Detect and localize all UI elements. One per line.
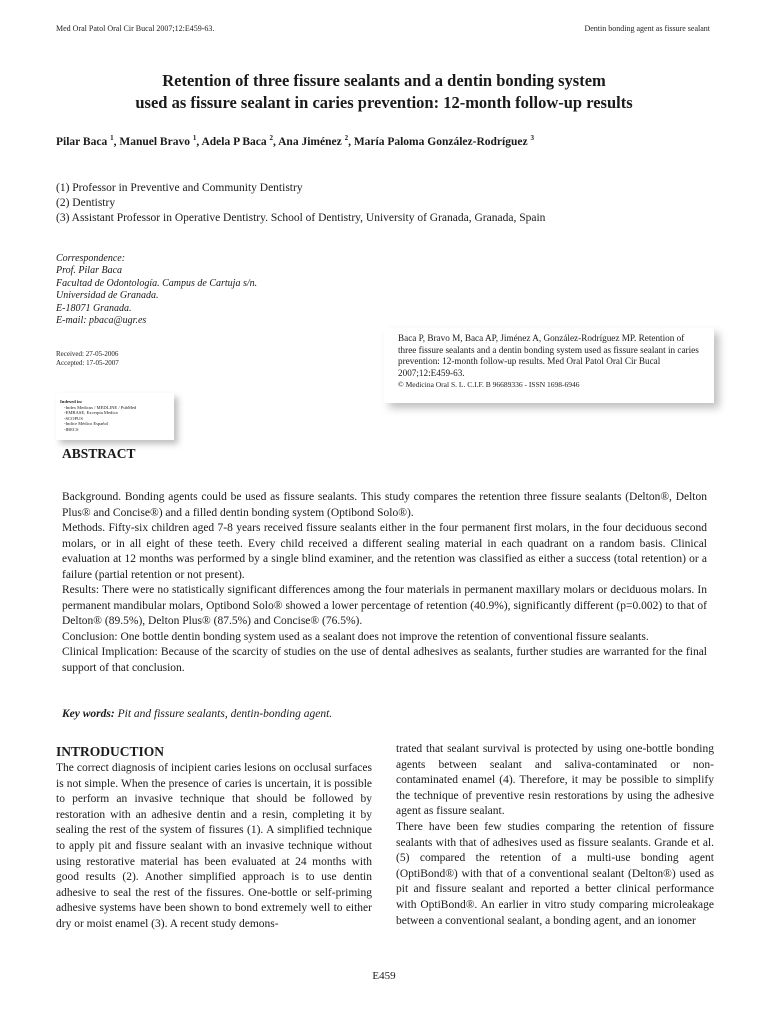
correspondence-label: Correspondence: [56, 253, 126, 264]
author: Pilar Baca $^1$, [56, 134, 120, 148]
keywords-label: Key words: [62, 708, 115, 720]
correspondence-name: Prof. Pilar Baca [56, 265, 123, 277]
abstract-paragraph: Clinical Implication: Because of the scarcity of studies on the use of dental adhesives as sealants, further studies are warranted for the final support of that conclusion. [62, 646, 707, 674]
indexed-heading: Indexed in: [60, 399, 83, 404]
keywords-text: Pit and fissure sealants, dentin-bonding agent. [117, 708, 333, 720]
dates-block [56, 350, 119, 368]
indexed-item: -IBECS [64, 426, 79, 432]
abstract-paragraph: Conclusion: One bottle dentin bonding system used as a sealant does not improve the retention of conventional fissure sealants. [62, 630, 649, 643]
correspondence-line: Universidad de Granada. [56, 290, 159, 302]
page-number: E459 [372, 970, 396, 982]
abstract-paragraph: Results: There were no statistically significant differences among the four materials in permanent maxillary molars or deciduous molars. In permanent mandibular molars, Optibond Solo® showed a lower percentage of retention (40.9%), significantly different (p=0.002) to that of Delton® (89.5%), Delton Plus® (87.5%) and Concise® (76.5%). [62, 584, 707, 627]
correspondence-line: Facultad de Odontología. Campus de Cartuja s/n. [56, 277, 258, 289]
author-list [56, 134, 716, 148]
abstract-paragraph: Methods. Fifty-six children aged 7-8 years received fissure sealants either in the four permanent first molars, in the four deciduous second molars, or in all eight of these teeth. Every child received a different sealing material in each quadrant on a random basis. Clinical evaluation at 12 months was performed by a single blind examiner, and the retention was classified as either a success (total retention) or a failure (partial retention or not present). [62, 522, 707, 581]
author: Manuel Bravo $^1$, [119, 134, 202, 148]
affiliations [56, 181, 545, 226]
affiliation: (3) Assistant Professor in Operative Dentistry. School of Dentistry, University of Granada, Granada, Spain [56, 212, 546, 224]
indexed-item: -Indice Médico Español [64, 421, 109, 427]
citation-box [384, 328, 714, 403]
indexed-in-box [56, 393, 174, 440]
title-line-1: Retention of three fissure sealants and a dentin bonding system [162, 71, 606, 90]
abstract-heading: ABSTRACT [62, 446, 136, 461]
body-paragraph: trated that sealant survival is protected by using one-bottle bonding agents between sealant and saliva-contaminated or non-contaminated enamel (4). Therefore, it may be possible to simplify the technique of preventive resin restorations by using the adhesive agent as fissure sealant. [396, 743, 714, 818]
abstract-paragraph: Background. Bonding agents could be used as fissure sealants. This study compares the retention three fissure sealants (Delton®, Delton Plus® and Concise®) and a filled dentin bonding system (Optibond Solo®). [62, 491, 707, 519]
author: María Paloma González-Rodríguez $^3$ [353, 134, 534, 148]
running-header-left: Med Oral Patol Oral Cir Bucal 2007;12:E459-63. [56, 24, 215, 33]
correspondence-block [56, 253, 257, 327]
introduction-heading: INTRODUCTION [56, 744, 165, 759]
author: Ana Jiménez $^2$, [278, 134, 354, 148]
article-title [60, 70, 708, 114]
affiliation: (2) Dentistry [56, 197, 116, 209]
indexed-item: -SCOPUS [64, 415, 83, 421]
correspondence-email: E-mail: pbaca@ugr.es [56, 315, 147, 327]
accepted-date: Accepted: 17-05-2007 [56, 359, 119, 367]
citation-issn: © Medicina Oral S. L. C.I.F. B 96689336 - ISSN 1698-6946 [398, 380, 580, 390]
abstract-body [62, 490, 707, 676]
introduction-right-column [396, 742, 714, 929]
running-header-right: Dentin bonding agent as fissure sealant [584, 24, 710, 33]
correspondence-line: E-18071 Granada. [56, 302, 132, 314]
indexed-item: -EMBASE, Excerpta Medica [64, 410, 118, 416]
indexed-item: -Index Medicus / MEDLINE / PubMed [64, 404, 137, 410]
keywords-line [62, 708, 332, 720]
introduction-left-column [56, 761, 372, 933]
title-line-2: used as fissure sealant in caries prevention: 12-month follow-up results [135, 93, 633, 112]
affiliation: (1) Professor in Preventive and Community Dentistry [56, 182, 303, 194]
author: Adela P Baca $^2$, [201, 134, 279, 148]
body-paragraph: The correct diagnosis of incipient caries lesions on occlusal surfaces is not simple. When the presence of caries is uncertain, it is possible to perform an invasive technique that should be followed by restoration with an adhesive dentin and a resin, completing it by sealing the rest of the system of fissures (1). A simplified technique to apply pit and fissure sealant with an invasive technique without using restorative material has been evaluated at 24 months with good results (2). Another simplified approach is to use dentin adhesive to seal the rest of the fissures. One-bottle or self-priming adhesive systems have been shown to bond extremely well to either dry or moist enamel (3). A recent study demons- [56, 762, 372, 930]
received-date: Received: 27-05-2006 [56, 350, 119, 358]
citation-text: Baca P, Bravo M, Baca AP, Jiménez A, González-Rodríguez MP. Retention of three fissure sealants and a dentin bonding system used as fissure sealant in caries prevention: 12-month follow-up results. Med Oral Patol Oral Cir Bucal 2007;12:E459-63. [398, 333, 699, 378]
body-paragraph: There have been few studies comparing the retention of fissure sealants with that of adhesives used as fissure sealants. Grande et al. (5) compared the retention of a multi-use bonding agent (OptiBond®) with that of a conventional sealant (Delton®) used as pit and fissure sealant and reported a better clinical performance with OptiBond®. An earlier in vitro study comparing microleakage between a conventional sealant, a bonding agent, and an ionomer [396, 820, 714, 927]
